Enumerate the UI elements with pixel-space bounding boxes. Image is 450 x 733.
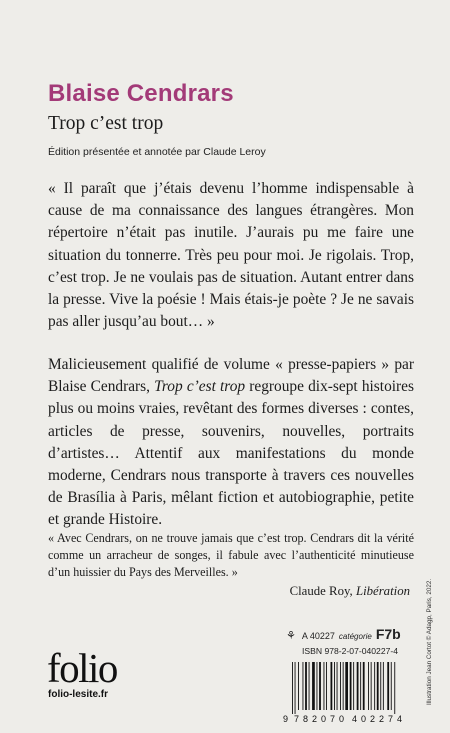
barcode-bar xyxy=(353,662,354,710)
barcode-graphic xyxy=(282,660,414,724)
summary-part-1: Malicieusement qualifié de volume « presse-papiers » par Blaise Cendrars, xyxy=(48,356,414,396)
barcode-bar xyxy=(387,662,389,710)
barcode xyxy=(282,660,414,729)
barcode-bar xyxy=(374,662,375,710)
barcode-digit-first: 9 xyxy=(283,714,289,724)
review-source: Libération xyxy=(355,584,410,598)
barcode-bar xyxy=(383,662,384,710)
isbn: ISBN 978-2-07-040227-4 xyxy=(302,646,399,656)
review-quote: « Avec Cendrars, on ne trouve jamais que c’est trop. Cendrars dit la vérité comme un arracheur de songes, il fabule avec l’authenticité minutieuse d’un huissier du Pays des Merveilles. » xyxy=(48,531,414,579)
barcode-bar xyxy=(319,662,321,710)
barcode-bar xyxy=(357,662,359,710)
barcode-bar xyxy=(368,662,369,710)
excerpt-quote: « Il paraît que j’étais devenu l’homme indispensable à cause de ma connaissance des langues étrangères. Mon répertoire n’était pas inutile. J’aurais pu me faire une situation du tonnerre. Très peu pour moi. Je rigolais. Trop, c’est trop. Je ne voulais pas de situation. Autant entrer dans la presse. Vive la poésie ! Mais étais-je poète ? Je ne savais pas aller jusqu’au bout… » xyxy=(48,180,414,331)
barcode-digits-right: 402274 xyxy=(352,714,402,724)
price-code: A 40227 xyxy=(301,631,335,641)
price-line xyxy=(286,626,401,642)
barcode-bar xyxy=(312,662,315,710)
barcode-bar xyxy=(377,662,379,710)
summary-title-italic: Trop c’est trop xyxy=(154,378,246,396)
review-attribution xyxy=(290,584,410,599)
book-title: Trop c’est trop xyxy=(48,113,164,134)
barcode-bar xyxy=(331,662,333,710)
review-author: Claude Roy, xyxy=(289,584,356,598)
barcode-bar xyxy=(371,662,372,710)
barcode-digits-left: 782070 xyxy=(294,714,344,724)
barcode-bar xyxy=(298,662,299,710)
barcode-bar xyxy=(343,662,344,710)
barcode-bar xyxy=(380,662,381,710)
barcode-bar xyxy=(360,662,361,710)
barcode-bar xyxy=(292,662,293,714)
barcode-bar xyxy=(345,662,348,710)
barcode-bar xyxy=(363,662,365,710)
barcode-bar xyxy=(303,662,304,710)
barcode-bar xyxy=(295,662,296,714)
barcode-bar xyxy=(324,662,325,710)
price-symbol-icon: ⚘ xyxy=(286,630,296,642)
barcode-bar xyxy=(334,662,335,710)
illustration-credit: Illustration Jean Cortot © Adagp, Paris, 2022. xyxy=(426,578,433,705)
category-value: F7b xyxy=(375,626,401,642)
author-name: Blaise Cendrars xyxy=(48,80,234,107)
barcode-bar xyxy=(337,662,338,710)
barcode-bar xyxy=(350,662,352,710)
barcode-bar xyxy=(340,662,341,710)
barcode-bar xyxy=(391,662,392,710)
book-summary xyxy=(48,354,414,532)
category-label: catégorie xyxy=(338,632,372,641)
publisher-website: folio-lesite.fr xyxy=(48,689,109,700)
edition-note: Édition présentée et annotée par Claude Leroy xyxy=(48,146,266,158)
folio-logo: folio xyxy=(47,645,117,691)
summary-part-2: regroupe dix-sept histoires plus ou moins vraies, revêtant des formes diverses : contes, articles de presse, souvenirs, nouvelles, portraits d’artistes… Attentif aux manifestations du monde moderne, Cendrars nous transporte à travers ces nouvelles de Brasília à Paris, mêlant fiction et autobiographie, petite et grande Histoire. xyxy=(48,378,414,529)
barcode-bar xyxy=(394,662,395,714)
barcode-bar xyxy=(309,662,310,710)
barcode-bar xyxy=(326,662,327,710)
barcode-bar xyxy=(317,662,318,710)
barcode-bars xyxy=(292,662,395,714)
barcode-bar xyxy=(305,662,307,710)
